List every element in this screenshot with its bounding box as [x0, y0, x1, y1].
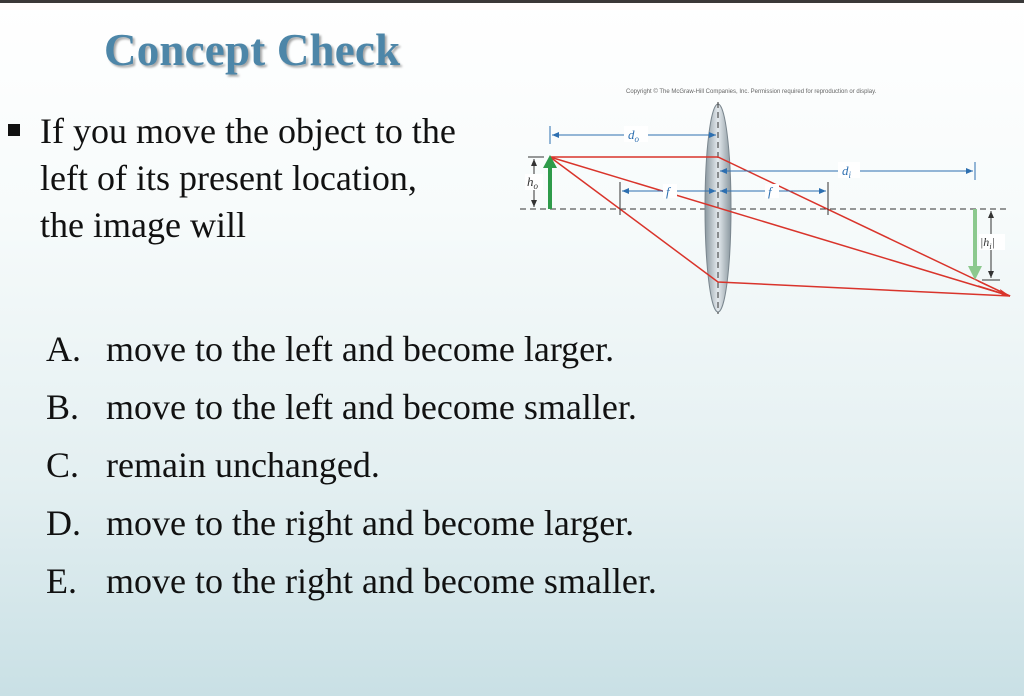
question-text — [40, 108, 520, 249]
hi-label: $|h_i|$ — [980, 235, 995, 251]
focal-left-label: f — [666, 184, 670, 199]
option-letter: E. — [46, 561, 77, 601]
di-label: $d_i$ — [842, 163, 852, 180]
top-border — [0, 0, 1024, 3]
lens-ray-diagram — [510, 100, 1024, 320]
option-text: move to the left and become larger. — [106, 329, 615, 369]
option-text: move to the left and become smaller. — [106, 387, 637, 427]
image-arrowhead — [968, 266, 982, 280]
slide-title: Concept Check — [104, 25, 401, 75]
central-ray — [550, 157, 1010, 296]
option-letter: A. — [46, 329, 81, 369]
question-line-2: left of its present location, — [40, 158, 417, 198]
answer-options — [46, 320, 657, 610]
copyright-notice: Copyright © The McGraw-Hill Companies, Inc. Permission required for reproduction or display. — [626, 89, 877, 95]
ho-label: $h_o$ — [527, 174, 538, 191]
option-c[interactable] — [46, 436, 657, 494]
do-label: $d_o$ — [628, 127, 639, 144]
option-e[interactable] — [46, 552, 657, 610]
bullet-marker — [8, 124, 20, 136]
option-text: move to the right and become smaller. — [106, 561, 657, 601]
option-b[interactable] — [46, 378, 657, 436]
question-line-3: the image will — [40, 205, 246, 245]
light-rays — [550, 157, 1010, 296]
question-line-1: If you move the object to the — [40, 111, 456, 151]
option-letter: B. — [46, 387, 80, 427]
option-letter: D. — [46, 503, 81, 543]
option-letter: C. — [46, 445, 80, 485]
option-a[interactable] — [46, 320, 657, 378]
focal-right-label: f — [768, 184, 772, 199]
option-text: move to the right and become larger. — [106, 503, 635, 543]
option-d[interactable] — [46, 494, 657, 552]
option-text: remain unchanged. — [106, 445, 380, 485]
